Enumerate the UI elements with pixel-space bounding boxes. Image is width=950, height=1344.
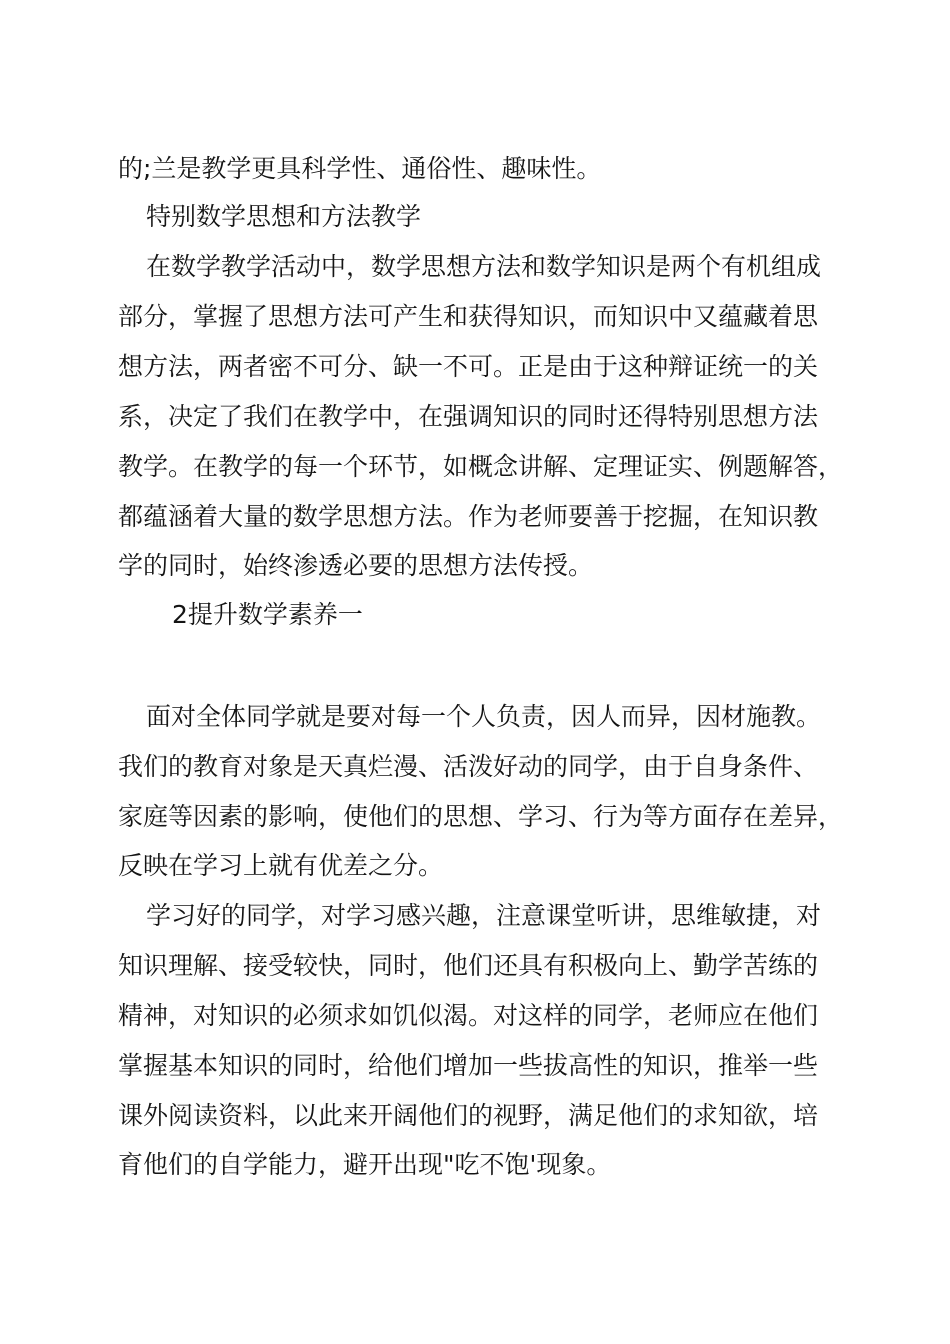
- text-line: 学的同时，始终渗透必要的思想方法传授。: [118, 551, 594, 580]
- text-line: 的;兰是教学更具科学性、通俗性、趣味性。: [118, 154, 602, 183]
- text-line: 想方法，两者密不可分、缺一不可。正是由于这种辩证统一的关: [118, 352, 819, 381]
- text-line: 反映在学习上就有优差之分。: [118, 851, 444, 880]
- text-line: 精神，对知识的必须求如饥似渴。对这样的同学，老师应在他们: [118, 1001, 819, 1030]
- text-line: 课外阅读资料，以此来开阔他们的视野，满足他们的求知欲，培: [118, 1101, 819, 1130]
- text-line: 学习好的同学，对学习感兴趣，注意课堂听讲，思维敏捷，对: [146, 901, 822, 930]
- text-line: 教学。在教学的每一个环节，如概念讲解、定理证实、例题解答，: [118, 452, 844, 481]
- text-line: 我们的教育对象是天真烂漫、活泼好动的同学，由于自身条件、: [118, 752, 819, 781]
- text-line: 面对全体同学就是要对每一个人负责，因人而异，因材施教。: [146, 702, 822, 731]
- text-line: 部分，掌握了思想方法可产生和获得知识，而知识中又蕴藏着思: [118, 302, 819, 331]
- text-line: 育他们的自学能力，避开出现"吃不饱'现象。: [118, 1150, 612, 1179]
- text-line: 都蕴涵着大量的数学思想方法。作为老师要善于挖掘，在知识教: [118, 502, 819, 531]
- text-line: 知识理解、接受较快，同时，他们还具有积极向上、勤学苦练的: [118, 951, 819, 980]
- text-line: 在数学教学活动中，数学思想方法和数学知识是两个有机组成: [146, 252, 822, 281]
- text-line: 系，决定了我们在教学中，在强调知识的同时还得特别思想方法: [118, 402, 819, 431]
- text-line: 掌握基本知识的同时，给他们增加一些拔高性的知识，推举一些: [118, 1051, 819, 1080]
- text-line: 家庭等因素的影响，使他们的思想、学习、行为等方面存在差异，: [118, 802, 844, 831]
- section-heading: 特别数学思想和方法教学: [146, 202, 422, 231]
- section-heading: 2提升数学素养一: [172, 600, 363, 629]
